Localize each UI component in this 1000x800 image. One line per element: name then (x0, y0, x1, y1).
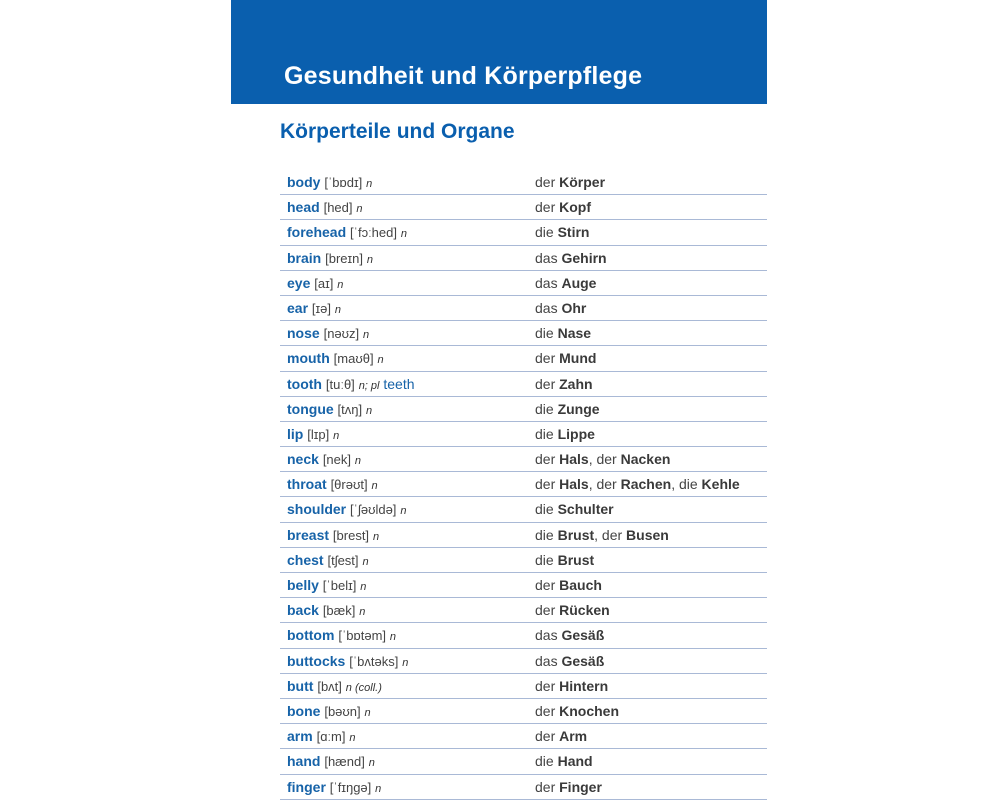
german-noun: Ohr (561, 299, 587, 316)
german-noun: Kehle (701, 476, 740, 493)
english-entry (287, 426, 339, 442)
vocab-row (280, 724, 767, 749)
headword: bottom (287, 627, 335, 644)
pronunciation: [tuːθ] (325, 376, 355, 392)
grammar-label: n (359, 606, 366, 619)
headword: belly (287, 577, 319, 593)
headword: hand (287, 753, 321, 770)
headword: back (287, 602, 319, 619)
german-noun: Lippe (557, 425, 595, 442)
english-entry (287, 451, 361, 467)
grammar-label: n (337, 278, 344, 291)
headword: tooth (287, 375, 322, 392)
grammar-label: n (366, 404, 373, 417)
vocab-row (280, 296, 767, 321)
headword: throat (287, 476, 327, 493)
article: die (535, 526, 558, 543)
page-title: Gesundheit und Körperpflege (284, 62, 643, 90)
article: das (535, 627, 562, 644)
german-translation (535, 653, 604, 669)
article: der (535, 375, 560, 392)
german-noun: Hals (559, 451, 589, 468)
german-translation (535, 451, 670, 467)
german-translation (535, 426, 595, 442)
vocab-row (280, 170, 767, 195)
headword: neck (287, 451, 319, 468)
german-translation (535, 275, 596, 291)
grammar-label: n (377, 354, 384, 367)
headword: head (287, 199, 320, 216)
pronunciation: [breɪn] (325, 250, 363, 266)
grammar-label: n (333, 429, 340, 442)
headword: butt (287, 677, 314, 694)
english-entry (287, 577, 366, 593)
german-noun: Gehirn (561, 249, 607, 266)
vocab-row (280, 447, 767, 472)
vocabulary-list (280, 170, 767, 800)
article: der (535, 778, 560, 795)
vocab-row (280, 775, 767, 800)
grammar-label: n (349, 732, 356, 745)
german-translation (535, 703, 619, 719)
vocab-row (280, 195, 767, 220)
german-translation (535, 376, 593, 392)
article: der (535, 199, 560, 216)
english-entry (287, 501, 406, 517)
english-entry (287, 627, 396, 643)
english-entry (287, 678, 382, 694)
german-noun: Hintern (559, 677, 609, 694)
german-translation (535, 476, 740, 492)
vocab-row (280, 422, 767, 447)
headword: brain (287, 249, 322, 266)
grammar-label: n (366, 178, 373, 190)
headword: forehead (287, 224, 347, 241)
vocab-row (280, 573, 767, 598)
german-translation (535, 728, 587, 744)
grammar-label: n; pl (358, 379, 380, 392)
pronunciation: [θrəʊt] (330, 477, 368, 493)
german-translation (535, 678, 608, 694)
grammar-label: n (334, 303, 342, 316)
pronunciation: [maʊθ] (333, 351, 374, 367)
headword: bone (287, 702, 321, 719)
pronunciation: [hed] (323, 200, 353, 216)
german-translation (535, 350, 596, 366)
article: der (535, 577, 560, 593)
german-translation (535, 401, 600, 417)
german-translation (535, 577, 602, 593)
english-entry (287, 476, 378, 492)
headword: body (287, 174, 321, 190)
headword: tongue (287, 400, 334, 417)
article: das (535, 652, 562, 669)
headword: eye (287, 274, 311, 291)
article: , der (588, 476, 621, 493)
headword: ear (287, 299, 309, 316)
vocab-row (280, 623, 767, 648)
german-noun: Nacken (620, 451, 671, 468)
german-translation (535, 174, 605, 190)
german-translation (535, 224, 589, 240)
pronunciation: [bəʊn] (324, 703, 361, 719)
grammar-label: n (364, 706, 371, 719)
german-translation (535, 527, 669, 543)
pronunciation: [lɪp] (307, 426, 330, 442)
german-noun: Hals (559, 476, 589, 493)
vocab-row (280, 548, 767, 573)
english-entry (287, 376, 415, 392)
german-noun: Knochen (559, 702, 620, 719)
vocab-row (280, 649, 767, 674)
german-noun: Kopf (559, 199, 592, 216)
headword: breast (287, 526, 330, 543)
pronunciation: [aɪ] (314, 275, 334, 291)
german-noun: Bauch (559, 577, 602, 593)
english-entry (287, 224, 407, 240)
english-entry (287, 401, 372, 417)
article: der (535, 728, 560, 745)
german-noun: Finger (559, 778, 602, 795)
headword: shoulder (287, 501, 347, 518)
pronunciation: [bæk] (322, 603, 356, 619)
german-noun: Rücken (559, 602, 610, 619)
pronunciation: [ˈbelɪ] (322, 578, 357, 593)
pronunciation: [ɑːm] (316, 729, 346, 745)
vocab-row (280, 397, 767, 422)
german-noun: Zahn (559, 375, 593, 392)
pronunciation: [ˈʃəʊldə] (350, 502, 397, 518)
german-translation (535, 325, 591, 341)
article: , die (671, 476, 702, 493)
english-entry (287, 653, 408, 669)
pronunciation: [ɪə] (311, 300, 332, 316)
english-entry (287, 275, 343, 291)
article: die (535, 325, 558, 342)
article: der (535, 174, 560, 190)
grammar-label: n (354, 455, 362, 468)
pronunciation: [ˈbɒtəm] (338, 628, 387, 644)
english-entry (287, 300, 341, 316)
pronunciation: [ˈfɔːhed] (350, 225, 397, 241)
section-title: Körperteile und Organe (280, 120, 515, 143)
headword: buttocks (287, 652, 346, 669)
english-entry (287, 703, 371, 719)
english-entry (287, 552, 369, 568)
article: das (535, 274, 562, 291)
german-translation (535, 779, 602, 795)
german-noun: Gesäß (561, 627, 605, 644)
grammar-label: n (400, 505, 407, 518)
english-entry (287, 350, 384, 366)
vocab-row (280, 321, 767, 346)
german-noun: Gesäß (561, 652, 605, 669)
vocab-row (280, 749, 767, 774)
grammar-label: n (375, 782, 382, 795)
plural-form: teeth (383, 375, 415, 392)
german-translation (535, 300, 586, 316)
german-noun: Körper (559, 174, 606, 190)
german-noun: Stirn (557, 224, 590, 241)
german-noun: Mund (559, 350, 597, 367)
vocab-row (280, 372, 767, 397)
german-translation (535, 753, 593, 769)
german-noun: Busen (626, 526, 669, 543)
article: das (535, 249, 562, 266)
headword: mouth (287, 350, 330, 367)
german-noun: Rachen (620, 476, 672, 493)
german-translation (535, 552, 594, 568)
article: der (535, 451, 560, 468)
german-noun: Auge (561, 274, 597, 291)
grammar-label: n (362, 555, 369, 568)
article: die (535, 501, 558, 518)
german-noun: Schulter (557, 501, 614, 518)
vocab-row (280, 674, 767, 699)
german-noun: Arm (559, 728, 588, 745)
grammar-label: n (372, 530, 380, 543)
article: der (535, 350, 560, 367)
german-noun: Hand (557, 753, 593, 770)
headword: lip (287, 425, 304, 442)
english-entry (287, 325, 369, 341)
pronunciation: [hænd] (324, 754, 365, 770)
pronunciation: [brest] (332, 527, 370, 543)
vocab-row (280, 523, 767, 548)
vocab-row (280, 699, 767, 724)
german-noun: Nase (557, 325, 592, 342)
article: die (535, 425, 558, 442)
article: , der (594, 526, 627, 543)
pronunciation: [tʌŋ] (337, 401, 363, 417)
header-banner (231, 0, 767, 104)
grammar-label: n (coll.) (345, 681, 382, 694)
headword: chest (287, 551, 324, 568)
grammar-label: n (368, 757, 375, 770)
article: der (535, 702, 560, 719)
grammar-label: n (363, 329, 370, 342)
article: die (535, 400, 558, 417)
grammar-label: n (389, 631, 397, 644)
pronunciation: [ˈfɪŋgə] (329, 779, 372, 795)
german-noun: Brust (557, 551, 595, 568)
german-translation (535, 602, 610, 618)
pronunciation: [nəʊz] (323, 326, 360, 342)
grammar-label: n (402, 656, 409, 669)
english-entry (287, 728, 356, 744)
german-translation (535, 627, 604, 643)
grammar-label: n (366, 253, 374, 266)
pronunciation: [bʌt] (317, 678, 342, 694)
vocab-row (280, 220, 767, 245)
english-entry (287, 527, 379, 543)
article: der (535, 476, 560, 493)
pronunciation: [ˈbɒdɪ] (324, 175, 363, 190)
english-entry (287, 602, 365, 618)
english-entry (287, 199, 363, 215)
german-translation (535, 250, 607, 266)
article: der (535, 677, 560, 694)
vocab-row (280, 472, 767, 497)
grammar-label: n (360, 581, 367, 593)
pronunciation: [ˈbʌtəks] (349, 653, 399, 669)
article: das (535, 299, 562, 316)
grammar-label: n (400, 228, 407, 241)
german-noun: Zunge (557, 400, 600, 417)
german-translation (535, 501, 614, 517)
pronunciation: [nek] (322, 452, 351, 468)
english-entry (287, 174, 372, 190)
grammar-label: n (356, 203, 363, 216)
grammar-label: n (371, 480, 378, 493)
article: die (535, 224, 558, 241)
vocab-row (280, 246, 767, 271)
pronunciation: [tʃest] (327, 552, 359, 568)
english-entry (287, 250, 373, 266)
vocab-row (280, 346, 767, 371)
german-noun: Brust (557, 526, 595, 543)
english-entry (287, 779, 381, 795)
english-entry (287, 753, 375, 769)
article: , der (588, 451, 621, 468)
headword: finger (287, 778, 326, 795)
headword: nose (287, 325, 320, 342)
article: die (535, 551, 558, 568)
vocab-row (280, 598, 767, 623)
article: der (535, 602, 560, 619)
vocab-row (280, 497, 767, 522)
vocab-row (280, 271, 767, 296)
headword: arm (287, 728, 313, 745)
article: die (535, 753, 558, 770)
german-translation (535, 199, 591, 215)
